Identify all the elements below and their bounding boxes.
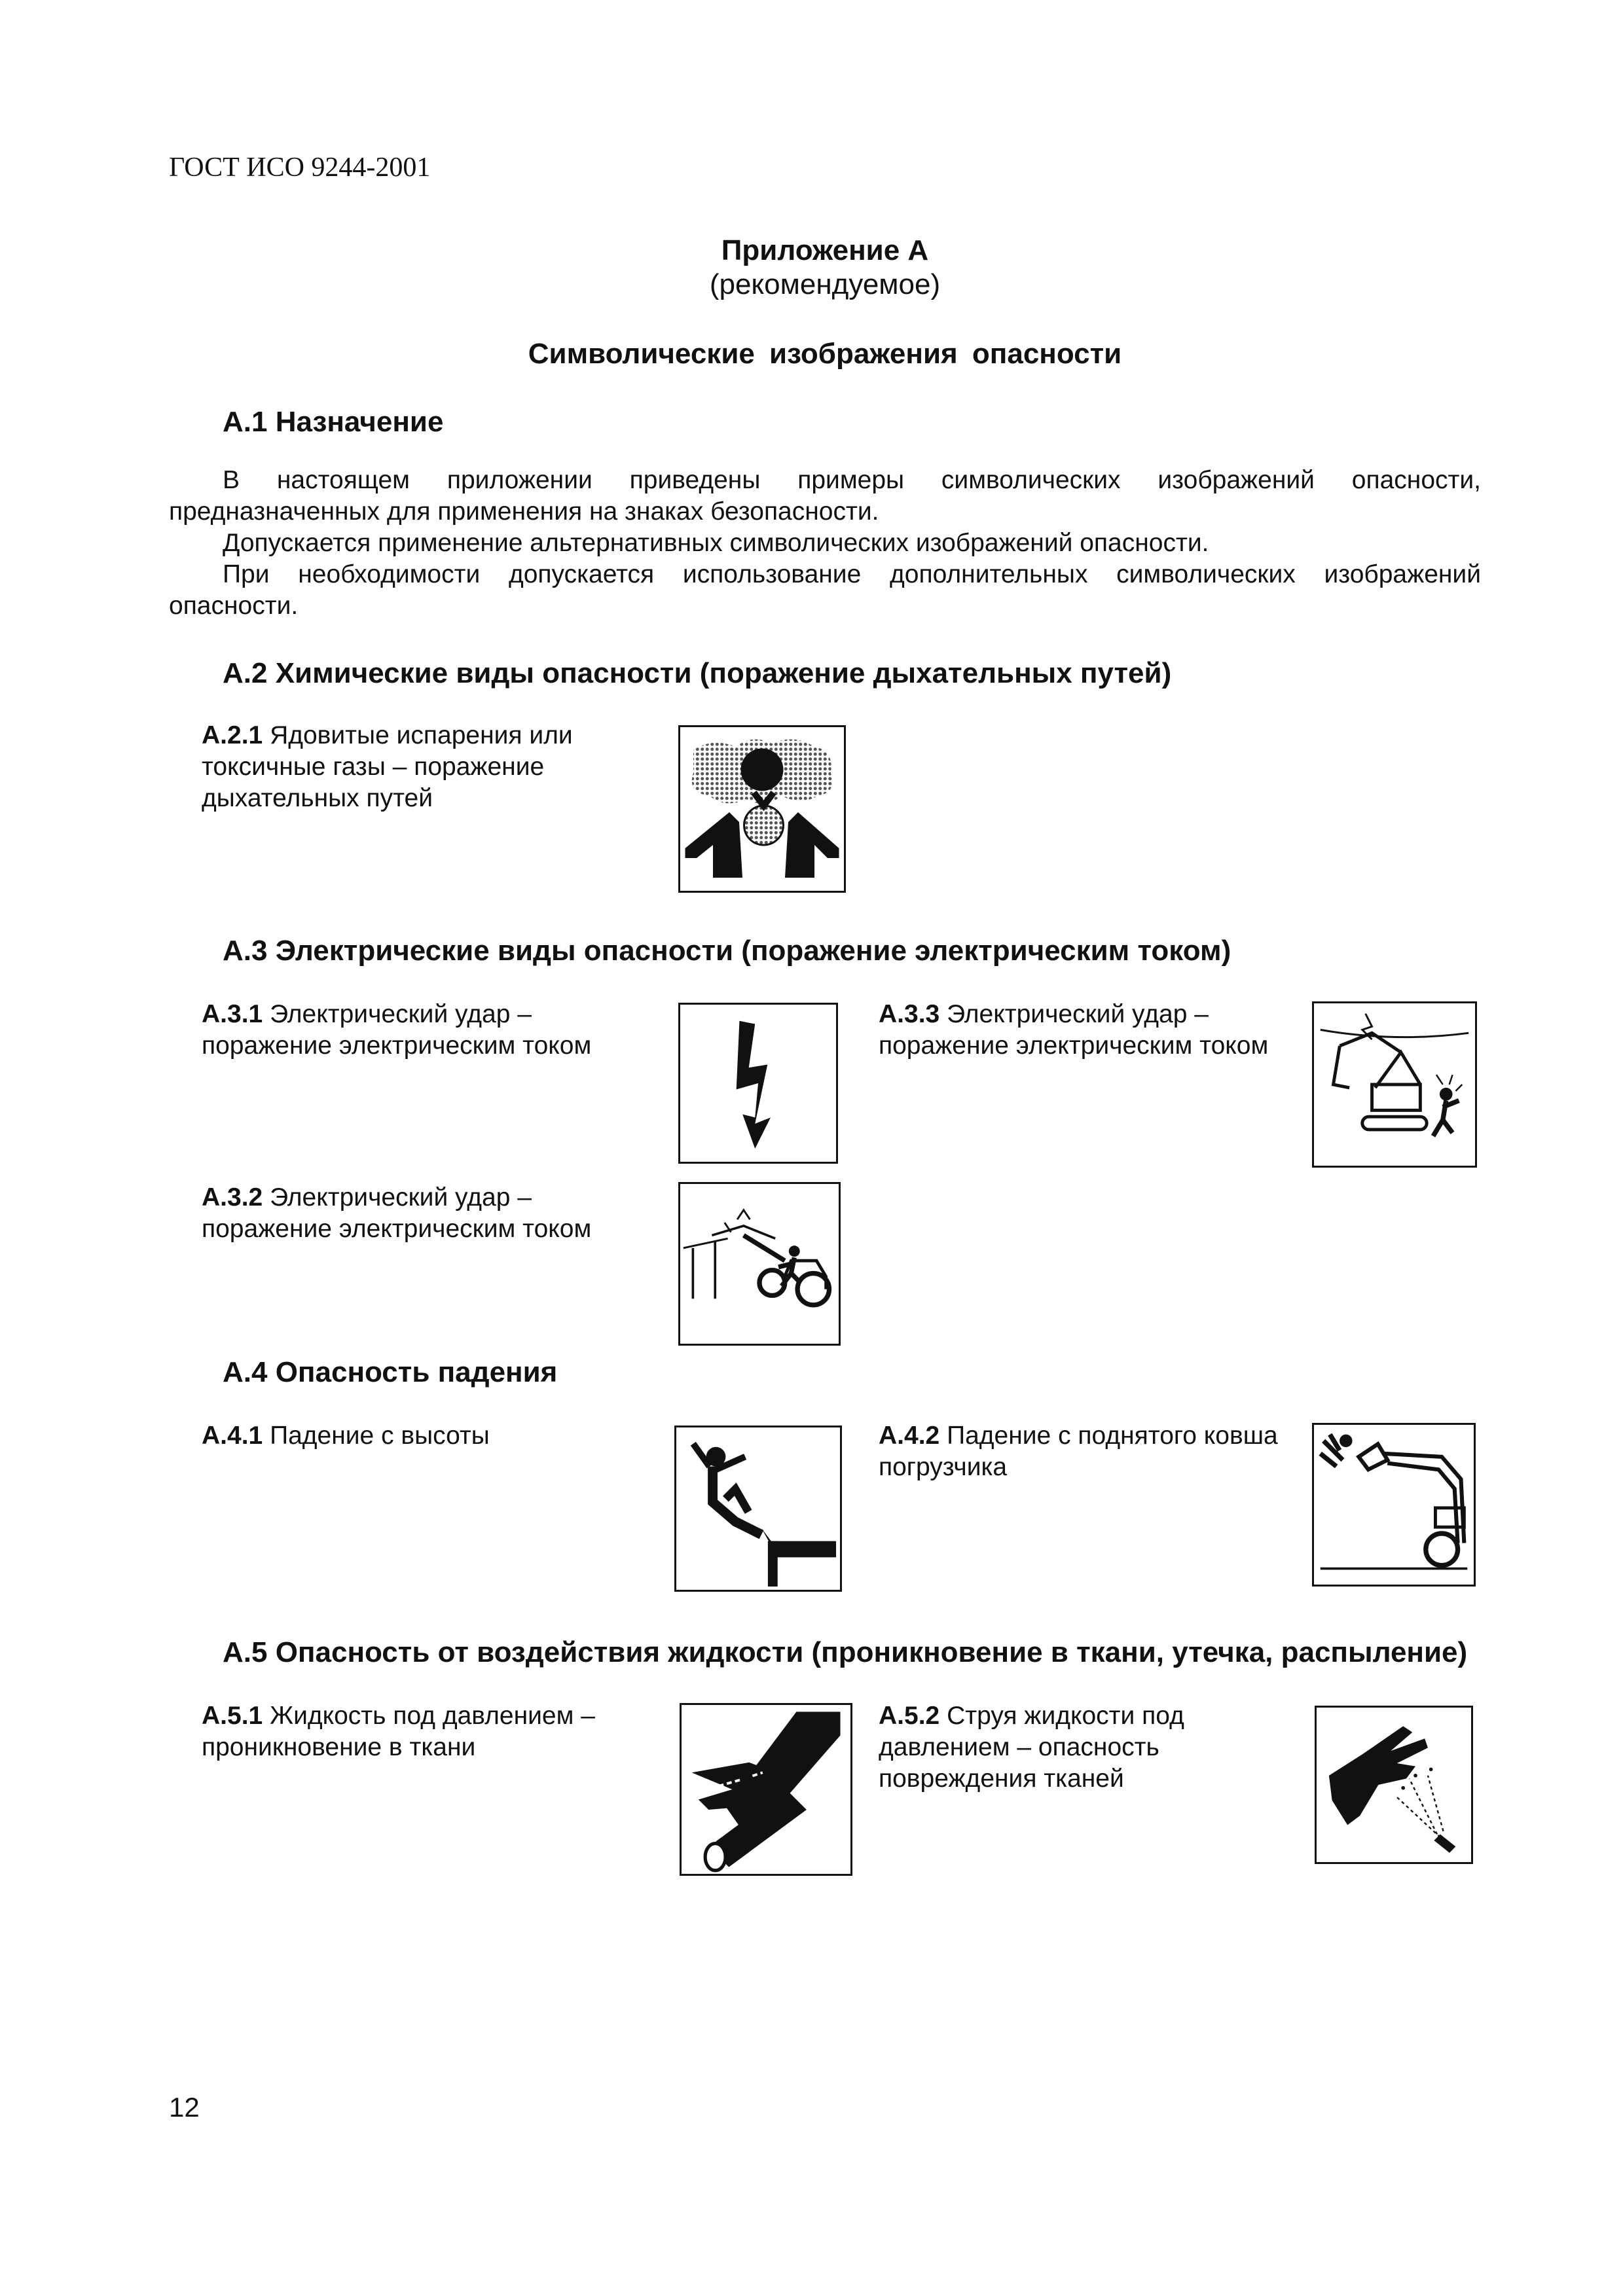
page-number: 12 [169,2092,200,2123]
tractor-power-line-icon [678,1182,841,1346]
item-number: А.3.1 [202,1000,263,1028]
section-a1-body [169,465,1481,622]
section-a3-title: А.3 Электрические виды опасности (поражение электрическим током) [223,935,1231,967]
paragraph: При необходимости допускается использование дополнительных символических изображений опасности. [169,560,1481,620]
item-a2-1 [202,720,660,814]
section-a5-title: А.5 Опасность от воздействия жидкости (проникновение в ткани, утечка, распыление) [223,1636,1468,1668]
item-text: Электрический удар – поражение электрическим током [202,1000,592,1060]
item-text: Электрический удар – поражение электрическим током [879,1000,1269,1060]
item-a3-3 [879,999,1337,1062]
item-a3-2 [202,1182,660,1245]
item-text: Жидкость под давлением – проникновение в ткани [202,1702,595,1761]
item-number: А.4.2 [879,1422,940,1450]
item-number: А.3.2 [202,1183,263,1211]
item-text: Струя жидкости под давлением – опасность повреждения тканей [879,1702,1184,1793]
fluid-injection-hand-icon [680,1703,852,1876]
annex-title: Приложение А [721,234,929,266]
section-a1-title: А.1 Назначение [223,406,444,438]
annex-subtitle: (рекомендуемое) [709,268,941,300]
item-a3-1 [202,999,660,1062]
fall-from-loader-bucket-icon [1312,1423,1476,1587]
lightning-bolt-icon [678,1003,838,1164]
item-text: Электрический удар – поражение электрическим током [202,1183,592,1243]
fluid-jet-hand-icon [1315,1706,1473,1864]
item-number: А.2.1 [202,721,263,749]
toxic-gas-inhalation-icon [678,725,846,893]
excavator-power-line-icon [1312,1001,1477,1168]
section-a2-title: А.2 Химические виды опасности (поражение дыхательных путей) [223,657,1172,689]
item-text: Ядовитые испарения или токсичные газы – поражение дыхательных путей [202,721,573,812]
item-number: А.5.1 [202,1702,263,1730]
section-a4-title: А.4 Опасность падения [223,1356,558,1388]
item-text: Падение с поднятого ковша погрузчика [879,1422,1278,1481]
item-a4-1 [202,1420,660,1452]
item-number: А.5.2 [879,1702,940,1730]
document-header: ГОСТ ИСО 9244-2001 [169,152,431,183]
item-number: А.3.3 [879,1000,940,1028]
paragraph: Допускается применение альтернативных символических изображений опасности. [223,529,1209,557]
annex-heading: Символические изображения опасности [528,338,1122,370]
fall-from-height-icon [674,1426,842,1592]
item-a5-1 [202,1700,660,1763]
item-a5-2 [879,1700,1285,1795]
paragraph: В настоящем приложении приведены примеры символических изображений опасности, предназначенных для применения на знаках безопасности. [169,466,1481,526]
item-text: Падение с высоты [270,1422,490,1450]
item-a4-2 [879,1420,1324,1483]
item-number: А.4.1 [202,1422,263,1450]
